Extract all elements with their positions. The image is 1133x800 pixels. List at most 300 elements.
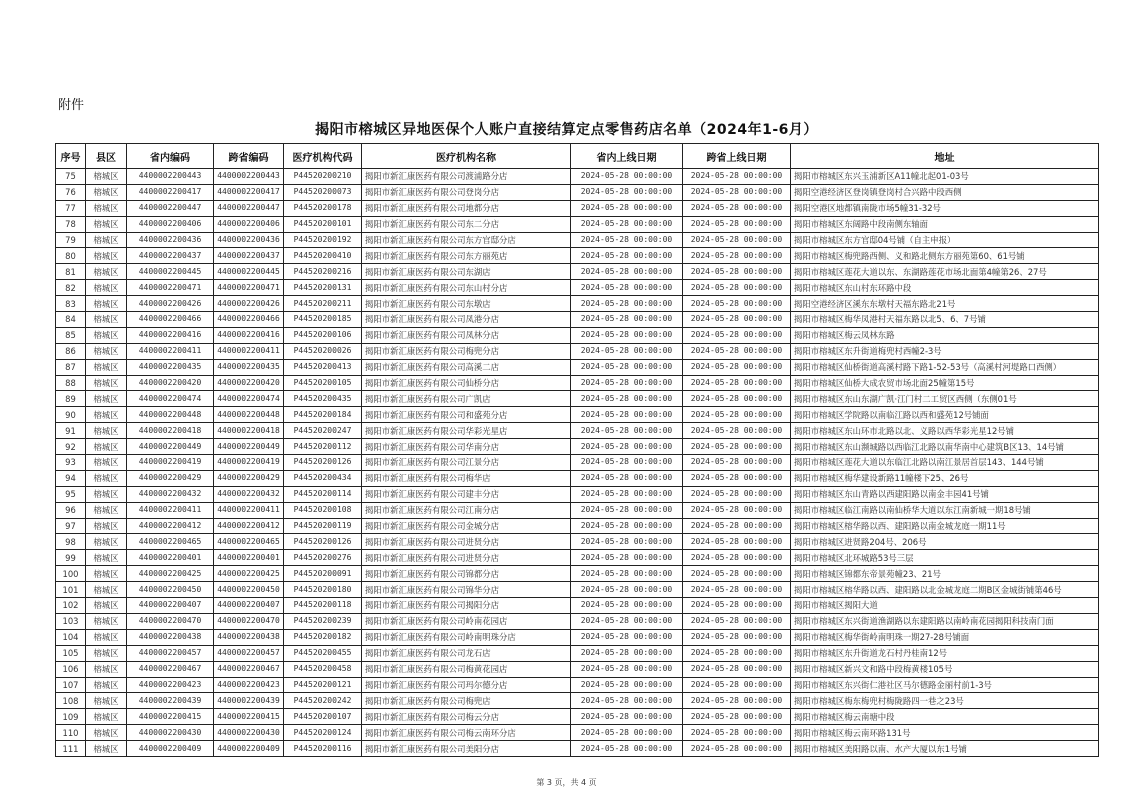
cell-provincial-date: 2024-05-28 00:00:00: [571, 359, 683, 375]
cell-provincial-code: 4400002200425: [127, 566, 214, 582]
cell-provincial-code: 4400002200443: [127, 169, 214, 185]
cell-provincial-date: 2024-05-28 00:00:00: [571, 423, 683, 439]
cell-provincial-code: 4400002200417: [127, 184, 214, 200]
cell-address: 揭阳市榕城区锦都东帝景苑幢23、21号: [791, 566, 1099, 582]
cell-crossprov-code: 4400002200445: [214, 264, 284, 280]
cell-institution-code: P44520200124: [284, 725, 362, 741]
cell-address: 揭阳市榕城区临江南路以南仙桥华大道以东江南新城一期18号铺: [791, 502, 1099, 518]
cell-institution-name: 揭阳市新汇康医药有限公司渡浦路分店: [362, 169, 571, 185]
cell-institution-name: 揭阳市新汇康医药有限公司揭阳分店: [362, 598, 571, 614]
table-row: [56, 550, 1099, 566]
cell-index: 79: [56, 232, 86, 248]
cell-institution-code: P44520200112: [284, 439, 362, 455]
cell-crossprov-code: 4400002200411: [214, 502, 284, 518]
cell-county: 榕城区: [86, 502, 127, 518]
cell-crossprov-code: 4400002200412: [214, 518, 284, 534]
cell-crossprov-date: 2024-05-28 00:00:00: [683, 598, 791, 614]
cell-crossprov-date: 2024-05-28 00:00:00: [683, 677, 791, 693]
cell-county: 榕城区: [86, 216, 127, 232]
cell-index: 103: [56, 613, 86, 629]
cell-crossprov-code: 4400002200474: [214, 391, 284, 407]
table-row: [56, 327, 1099, 343]
cell-institution-name: 揭阳市新汇康医药有限公司梅云分店: [362, 709, 571, 725]
cell-institution-code: P44520200101: [284, 216, 362, 232]
cell-crossprov-code: 4400002200450: [214, 582, 284, 598]
cell-crossprov-code: 4400002200457: [214, 645, 284, 661]
table-row: [56, 661, 1099, 677]
cell-crossprov-code: 4400002200406: [214, 216, 284, 232]
cell-provincial-code: 4400002200445: [127, 264, 214, 280]
table-row: [56, 280, 1099, 296]
cell-crossprov-code: 4400002200411: [214, 343, 284, 359]
cell-institution-code: P44520200180: [284, 582, 362, 598]
cell-crossprov-date: 2024-05-28 00:00:00: [683, 407, 791, 423]
cell-county: 榕城区: [86, 550, 127, 566]
table-row: [56, 741, 1099, 757]
cell-crossprov-date: 2024-05-28 00:00:00: [683, 709, 791, 725]
cell-address: 揭阳市榕城区美阳路以南、水产大厦以东1号铺: [791, 741, 1099, 757]
cell-county: 榕城区: [86, 709, 127, 725]
cell-institution-name: 揭阳市新汇康医药有限公司梅兜店: [362, 693, 571, 709]
cell-crossprov-date: 2024-05-28 00:00:00: [683, 470, 791, 486]
table-row: [56, 439, 1099, 455]
cell-crossprov-code: 4400002200449: [214, 439, 284, 455]
cell-provincial-date: 2024-05-28 00:00:00: [571, 613, 683, 629]
table-row: [56, 709, 1099, 725]
cell-county: 榕城区: [86, 296, 127, 312]
cell-address: 揭阳市榕城区东兴街道渔湖路以东建阳路以南岭南花园揭阳科技南门面: [791, 613, 1099, 629]
cell-address: 揭阳市榕城区莲花大道以东、东湖路莲花市场北面第4幢第26、27号: [791, 264, 1099, 280]
cell-crossprov-code: 4400002200443: [214, 169, 284, 185]
cell-institution-name: 揭阳市新汇康医药有限公司龙石店: [362, 645, 571, 661]
cell-provincial-code: 4400002200470: [127, 613, 214, 629]
cell-institution-code: P44520200184: [284, 407, 362, 423]
cell-institution-name: 揭阳市新汇康医药有限公司凤港分店: [362, 312, 571, 328]
cell-index: 83: [56, 296, 86, 312]
cell-institution-name: 揭阳市新汇康医药有限公司仙桥分店: [362, 375, 571, 391]
cell-crossprov-code: 4400002200409: [214, 741, 284, 757]
table-row: [56, 566, 1099, 582]
col-header-index: 序号: [56, 144, 86, 169]
cell-county: 榕城区: [86, 486, 127, 502]
cell-provincial-code: 4400002200426: [127, 296, 214, 312]
cell-provincial-code: 4400002200407: [127, 598, 214, 614]
table-row: [56, 693, 1099, 709]
cell-crossprov-code: 4400002200438: [214, 629, 284, 645]
cell-address: 揭阳市榕城区仙桥街道高溪村路下路1-52-53号（高溪村河堤路口西侧）: [791, 359, 1099, 375]
cell-address: 揭阳市榕城区东山环市北路以北、义路以西华彩光星12号铺: [791, 423, 1099, 439]
cell-index: 81: [56, 264, 86, 280]
table-row: [56, 613, 1099, 629]
cell-provincial-code: 4400002200418: [127, 423, 214, 439]
cell-county: 榕城区: [86, 693, 127, 709]
cell-provincial-date: 2024-05-28 00:00:00: [571, 216, 683, 232]
cell-address: 揭阳市榕城区榕华路以西、建阳路以南金城龙庭一期11号: [791, 518, 1099, 534]
table-row: [56, 470, 1099, 486]
cell-provincial-date: 2024-05-28 00:00:00: [571, 232, 683, 248]
cell-provincial-date: 2024-05-28 00:00:00: [571, 486, 683, 502]
cell-crossprov-code: 4400002200465: [214, 534, 284, 550]
cell-county: 榕城区: [86, 343, 127, 359]
cell-crossprov-date: 2024-05-28 00:00:00: [683, 312, 791, 328]
cell-institution-code: P44520200119: [284, 518, 362, 534]
cell-address: 揭阳市榕城区新兴文和路中段梅黄楼105号: [791, 661, 1099, 677]
cell-index: 78: [56, 216, 86, 232]
cell-institution-name: 揭阳市新汇康医药有限公司东湖店: [362, 264, 571, 280]
cell-provincial-code: 4400002200416: [127, 327, 214, 343]
cell-institution-name: 揭阳市新汇康医药有限公司登岗分店: [362, 184, 571, 200]
col-header-crossprov-code: 跨省编码: [214, 144, 284, 169]
cell-crossprov-date: 2024-05-28 00:00:00: [683, 613, 791, 629]
cell-address: 揭阳市榕城区东升街道龙石村丹桂南12号: [791, 645, 1099, 661]
cell-crossprov-date: 2024-05-28 00:00:00: [683, 232, 791, 248]
cell-provincial-date: 2024-05-28 00:00:00: [571, 391, 683, 407]
cell-institution-code: P44520200434: [284, 470, 362, 486]
cell-institution-code: P44520200121: [284, 677, 362, 693]
cell-index: 89: [56, 391, 86, 407]
table-row: [56, 677, 1099, 693]
cell-institution-code: P44520200107: [284, 709, 362, 725]
cell-provincial-code: 4400002200435: [127, 359, 214, 375]
cell-provincial-code: 4400002200420: [127, 375, 214, 391]
cell-crossprov-date: 2024-05-28 00:00:00: [683, 296, 791, 312]
cell-institution-code: P44520200091: [284, 566, 362, 582]
table-row: [56, 169, 1099, 185]
cell-crossprov-date: 2024-05-28 00:00:00: [683, 184, 791, 200]
cell-crossprov-date: 2024-05-28 00:00:00: [683, 391, 791, 407]
cell-county: 榕城区: [86, 200, 127, 216]
cell-crossprov-code: 4400002200417: [214, 184, 284, 200]
cell-provincial-code: 4400002200471: [127, 280, 214, 296]
cell-institution-name: 揭阳市新汇康医药有限公司梅云南环分店: [362, 725, 571, 741]
cell-index: 102: [56, 598, 86, 614]
cell-institution-code: P44520200216: [284, 264, 362, 280]
cell-institution-name: 揭阳市新汇康医药有限公司梅黄花园店: [362, 661, 571, 677]
cell-institution-code: P44520200073: [284, 184, 362, 200]
cell-crossprov-date: 2024-05-28 00:00:00: [683, 566, 791, 582]
cell-county: 榕城区: [86, 248, 127, 264]
cell-county: 榕城区: [86, 423, 127, 439]
cell-crossprov-date: 2024-05-28 00:00:00: [683, 741, 791, 757]
cell-institution-code: P44520200211: [284, 296, 362, 312]
cell-crossprov-date: 2024-05-28 00:00:00: [683, 200, 791, 216]
cell-county: 榕城区: [86, 613, 127, 629]
cell-index: 91: [56, 423, 86, 439]
cell-institution-name: 揭阳市新汇康医药有限公司锦华分店: [362, 582, 571, 598]
cell-institution-name: 揭阳市新汇康医药有限公司凤林分店: [362, 327, 571, 343]
table-row: [56, 518, 1099, 534]
cell-institution-name: 揭阳市新汇康医药有限公司岭南明珠分店: [362, 629, 571, 645]
cell-county: 榕城区: [86, 375, 127, 391]
cell-address: 揭阳市榕城区仙桥大成农贸市场北面25幢第15号: [791, 375, 1099, 391]
cell-provincial-date: 2024-05-28 00:00:00: [571, 677, 683, 693]
cell-county: 榕城区: [86, 327, 127, 343]
col-header-crossprov-date: 跨省上线日期: [683, 144, 791, 169]
cell-index: 108: [56, 693, 86, 709]
cell-institution-name: 揭阳市新汇康医药有限公司梅华店: [362, 470, 571, 486]
cell-crossprov-code: 4400002200407: [214, 598, 284, 614]
cell-county: 榕城区: [86, 661, 127, 677]
cell-crossprov-code: 4400002200401: [214, 550, 284, 566]
cell-institution-name: 揭阳市新汇康医药有限公司梅兜分店: [362, 343, 571, 359]
cell-crossprov-code: 4400002200435: [214, 359, 284, 375]
cell-provincial-date: 2024-05-28 00:00:00: [571, 455, 683, 471]
cell-address: 揭阳市榕城区东山东湖广凯·江门村二工贸区西侧（东侧01号: [791, 391, 1099, 407]
cell-address: 揭阳空港经济区溪东东墩村天福东路北21号: [791, 296, 1099, 312]
cell-address: 揭阳市榕城区梅东梅兜村梅陇路四一巷之23号: [791, 693, 1099, 709]
cell-provincial-code: 4400002200401: [127, 550, 214, 566]
cell-institution-code: P44520200116: [284, 741, 362, 757]
cell-institution-name: 揭阳市新汇康医药有限公司广凯店: [362, 391, 571, 407]
cell-index: 88: [56, 375, 86, 391]
cell-provincial-date: 2024-05-28 00:00:00: [571, 725, 683, 741]
cell-institution-name: 揭阳市新汇康医药有限公司东方丽苑店: [362, 248, 571, 264]
cell-index: 99: [56, 550, 86, 566]
table-row: [56, 184, 1099, 200]
cell-provincial-date: 2024-05-28 00:00:00: [571, 439, 683, 455]
cell-provincial-date: 2024-05-28 00:00:00: [571, 645, 683, 661]
cell-provincial-code: 4400002200438: [127, 629, 214, 645]
cell-address: 揭阳市榕城区莲花大道以东临江北路以南江景居首层143、144号铺: [791, 455, 1099, 471]
col-header-provincial-date: 省内上线日期: [571, 144, 683, 169]
table-row: [56, 248, 1099, 264]
cell-index: 98: [56, 534, 86, 550]
cell-county: 榕城区: [86, 312, 127, 328]
cell-provincial-date: 2024-05-28 00:00:00: [571, 248, 683, 264]
cell-county: 榕城区: [86, 264, 127, 280]
cell-provincial-code: 4400002200467: [127, 661, 214, 677]
cell-institution-name: 揭阳市新汇康医药有限公司江景分店: [362, 455, 571, 471]
cell-provincial-code: 4400002200419: [127, 455, 214, 471]
table-row: [56, 312, 1099, 328]
cell-address: 揭阳市榕城区东阔路中段南侧东轴面: [791, 216, 1099, 232]
cell-institution-name: 揭阳市新汇康医药有限公司玛尔德分店: [362, 677, 571, 693]
cell-county: 榕城区: [86, 566, 127, 582]
pharmacy-table: [55, 143, 1099, 757]
table-row: [56, 645, 1099, 661]
cell-provincial-date: 2024-05-28 00:00:00: [571, 327, 683, 343]
cell-crossprov-code: 4400002200471: [214, 280, 284, 296]
table-row: [56, 582, 1099, 598]
cell-provincial-date: 2024-05-28 00:00:00: [571, 169, 683, 185]
cell-provincial-date: 2024-05-28 00:00:00: [571, 312, 683, 328]
cell-index: 105: [56, 645, 86, 661]
cell-crossprov-date: 2024-05-28 00:00:00: [683, 423, 791, 439]
cell-provincial-date: 2024-05-28 00:00:00: [571, 296, 683, 312]
cell-crossprov-code: 4400002200436: [214, 232, 284, 248]
cell-provincial-date: 2024-05-28 00:00:00: [571, 502, 683, 518]
col-header-provincial-code: 省内编码: [127, 144, 214, 169]
table-row: [56, 534, 1099, 550]
cell-crossprov-date: 2024-05-28 00:00:00: [683, 359, 791, 375]
cell-provincial-date: 2024-05-28 00:00:00: [571, 629, 683, 645]
cell-institution-name: 揭阳市新汇康医药有限公司东墩店: [362, 296, 571, 312]
table-row: [56, 486, 1099, 502]
cell-county: 榕城区: [86, 677, 127, 693]
cell-provincial-code: 4400002200409: [127, 741, 214, 757]
cell-county: 榕城区: [86, 645, 127, 661]
table-row: [56, 455, 1099, 471]
cell-institution-name: 揭阳市新汇康医药有限公司东二分店: [362, 216, 571, 232]
cell-institution-code: P44520200276: [284, 550, 362, 566]
cell-provincial-code: 4400002200432: [127, 486, 214, 502]
cell-crossprov-date: 2024-05-28 00:00:00: [683, 169, 791, 185]
cell-institution-code: P44520200458: [284, 661, 362, 677]
cell-crossprov-code: 4400002200439: [214, 693, 284, 709]
cell-crossprov-date: 2024-05-28 00:00:00: [683, 550, 791, 566]
cell-crossprov-code: 4400002200415: [214, 709, 284, 725]
cell-crossprov-code: 4400002200430: [214, 725, 284, 741]
cell-crossprov-date: 2024-05-28 00:00:00: [683, 725, 791, 741]
cell-crossprov-code: 4400002200420: [214, 375, 284, 391]
cell-index: 111: [56, 741, 86, 757]
cell-index: 85: [56, 327, 86, 343]
cell-institution-code: P44520200178: [284, 200, 362, 216]
table-row: [56, 407, 1099, 423]
cell-provincial-code: 4400002200457: [127, 645, 214, 661]
cell-address: 揭阳市榕城区梅云南环路131号: [791, 725, 1099, 741]
attachment-label: 附件: [58, 98, 85, 113]
cell-provincial-date: 2024-05-28 00:00:00: [571, 375, 683, 391]
cell-index: 109: [56, 709, 86, 725]
cell-county: 榕城区: [86, 582, 127, 598]
cell-county: 榕城区: [86, 184, 127, 200]
cell-address: 揭阳市榕城区北环城路53号三层: [791, 550, 1099, 566]
cell-institution-code: P44520200185: [284, 312, 362, 328]
cell-institution-code: P44520200126: [284, 534, 362, 550]
cell-institution-name: 揭阳市新汇康医药有限公司和盛苑分店: [362, 407, 571, 423]
cell-address: 揭阳空港经济区登岗镇登岗村合兴路中段西侧: [791, 184, 1099, 200]
cell-institution-name: 揭阳市新汇康医药有限公司岭南花园店: [362, 613, 571, 629]
cell-county: 榕城区: [86, 232, 127, 248]
cell-address: 揭阳市榕城区东兴玉浦新区A11幢北起01-03号: [791, 169, 1099, 185]
cell-address: 揭阳市榕城区揭阳大道: [791, 598, 1099, 614]
cell-index: 82: [56, 280, 86, 296]
table-row: [56, 200, 1099, 216]
cell-index: 87: [56, 359, 86, 375]
cell-provincial-date: 2024-05-28 00:00:00: [571, 518, 683, 534]
cell-address: 揭阳市榕城区东山村东环路中段: [791, 280, 1099, 296]
cell-county: 榕城区: [86, 534, 127, 550]
cell-crossprov-code: 4400002200467: [214, 661, 284, 677]
cell-crossprov-code: 4400002200432: [214, 486, 284, 502]
cell-address: 揭阳市榕城区梅华街岭南明珠一期27-28号铺面: [791, 629, 1099, 645]
cell-institution-code: P44520200247: [284, 423, 362, 439]
cell-provincial-date: 2024-05-28 00:00:00: [571, 550, 683, 566]
cell-county: 榕城区: [86, 280, 127, 296]
cell-institution-code: P44520200410: [284, 248, 362, 264]
cell-institution-name: 揭阳市新汇康医药有限公司地都分店: [362, 200, 571, 216]
cell-address: 揭阳市榕城区梅云凤林东路: [791, 327, 1099, 343]
cell-crossprov-date: 2024-05-28 00:00:00: [683, 534, 791, 550]
cell-address: 揭阳市榕城区梅华建设新路11幢楼下25、26号: [791, 470, 1099, 486]
cell-institution-code: P44520200131: [284, 280, 362, 296]
cell-provincial-code: 4400002200411: [127, 502, 214, 518]
cell-institution-name: 揭阳市新汇康医药有限公司华南分店: [362, 439, 571, 455]
cell-provincial-code: 4400002200466: [127, 312, 214, 328]
table-row: [56, 423, 1099, 439]
table-body: [56, 169, 1099, 757]
cell-institution-name: 揭阳市新汇康医药有限公司东山村分店: [362, 280, 571, 296]
col-header-county: 县区: [86, 144, 127, 169]
cell-provincial-date: 2024-05-28 00:00:00: [571, 470, 683, 486]
cell-index: 110: [56, 725, 86, 741]
cell-crossprov-date: 2024-05-28 00:00:00: [683, 327, 791, 343]
cell-county: 榕城区: [86, 598, 127, 614]
cell-index: 100: [56, 566, 86, 582]
cell-crossprov-code: 4400002200448: [214, 407, 284, 423]
cell-crossprov-date: 2024-05-28 00:00:00: [683, 455, 791, 471]
cell-crossprov-date: 2024-05-28 00:00:00: [683, 645, 791, 661]
cell-index: 97: [56, 518, 86, 534]
cell-index: 107: [56, 677, 86, 693]
cell-institution-name: 揭阳市新汇康医药有限公司高溪二店: [362, 359, 571, 375]
cell-index: 92: [56, 439, 86, 455]
cell-provincial-date: 2024-05-28 00:00:00: [571, 566, 683, 582]
cell-county: 榕城区: [86, 407, 127, 423]
cell-institution-name: 揭阳市新汇康医药有限公司进贤分店: [362, 550, 571, 566]
cell-index: 80: [56, 248, 86, 264]
cell-provincial-code: 4400002200437: [127, 248, 214, 264]
cell-institution-code: P44520200182: [284, 629, 362, 645]
cell-index: 90: [56, 407, 86, 423]
cell-county: 榕城区: [86, 741, 127, 757]
cell-institution-name: 揭阳市新汇康医药有限公司进贤分店: [362, 534, 571, 550]
cell-institution-name: 揭阳市新汇康医药有限公司金城分店: [362, 518, 571, 534]
cell-county: 榕城区: [86, 470, 127, 486]
cell-crossprov-date: 2024-05-28 00:00:00: [683, 661, 791, 677]
table-row: [56, 359, 1099, 375]
cell-address: 揭阳空港区地都镇南陇市场5幢31-32号: [791, 200, 1099, 216]
cell-provincial-code: 4400002200450: [127, 582, 214, 598]
page-footer: 第 3 页，共 4 页: [536, 778, 597, 787]
table-row: [56, 343, 1099, 359]
cell-institution-code: P44520200435: [284, 391, 362, 407]
cell-crossprov-date: 2024-05-28 00:00:00: [683, 216, 791, 232]
table-row: [56, 629, 1099, 645]
cell-address: 揭阳市榕城区榕华路以西、建阳路以北金城龙庭二期B区金城街铺第46号: [791, 582, 1099, 598]
cell-provincial-date: 2024-05-28 00:00:00: [571, 200, 683, 216]
cell-index: 77: [56, 200, 86, 216]
table-row: [56, 502, 1099, 518]
table-row: [56, 725, 1099, 741]
cell-provincial-date: 2024-05-28 00:00:00: [571, 343, 683, 359]
cell-provincial-code: 4400002200415: [127, 709, 214, 725]
cell-provincial-code: 4400002200411: [127, 343, 214, 359]
cell-index: 95: [56, 486, 86, 502]
cell-crossprov-date: 2024-05-28 00:00:00: [683, 693, 791, 709]
cell-institution-name: 揭阳市新汇康医药有限公司东方官邸分店: [362, 232, 571, 248]
cell-crossprov-code: 4400002200429: [214, 470, 284, 486]
cell-institution-code: P44520200108: [284, 502, 362, 518]
cell-provincial-date: 2024-05-28 00:00:00: [571, 661, 683, 677]
cell-institution-code: P44520200455: [284, 645, 362, 661]
table-row: [56, 296, 1099, 312]
document-title: 揭阳市榕城区异地医保个人账户直接结算定点零售药店名单（2024年1-6月）: [315, 122, 818, 138]
cell-county: 榕城区: [86, 359, 127, 375]
cell-provincial-code: 4400002200423: [127, 677, 214, 693]
cell-institution-name: 揭阳市新汇康医药有限公司锦都分店: [362, 566, 571, 582]
cell-address: 揭阳市榕城区梅兜路西侧、义和路北侧东方丽苑第60、61号铺: [791, 248, 1099, 264]
cell-institution-code: P44520200114: [284, 486, 362, 502]
cell-provincial-code: 4400002200430: [127, 725, 214, 741]
cell-crossprov-code: 4400002200466: [214, 312, 284, 328]
cell-provincial-code: 4400002200439: [127, 693, 214, 709]
cell-index: 96: [56, 502, 86, 518]
cell-address: 揭阳市榕城区东山青路以西建阳路以南金丰园41号铺: [791, 486, 1099, 502]
cell-institution-name: 揭阳市新汇康医药有限公司建丰分店: [362, 486, 571, 502]
cell-crossprov-date: 2024-05-28 00:00:00: [683, 264, 791, 280]
